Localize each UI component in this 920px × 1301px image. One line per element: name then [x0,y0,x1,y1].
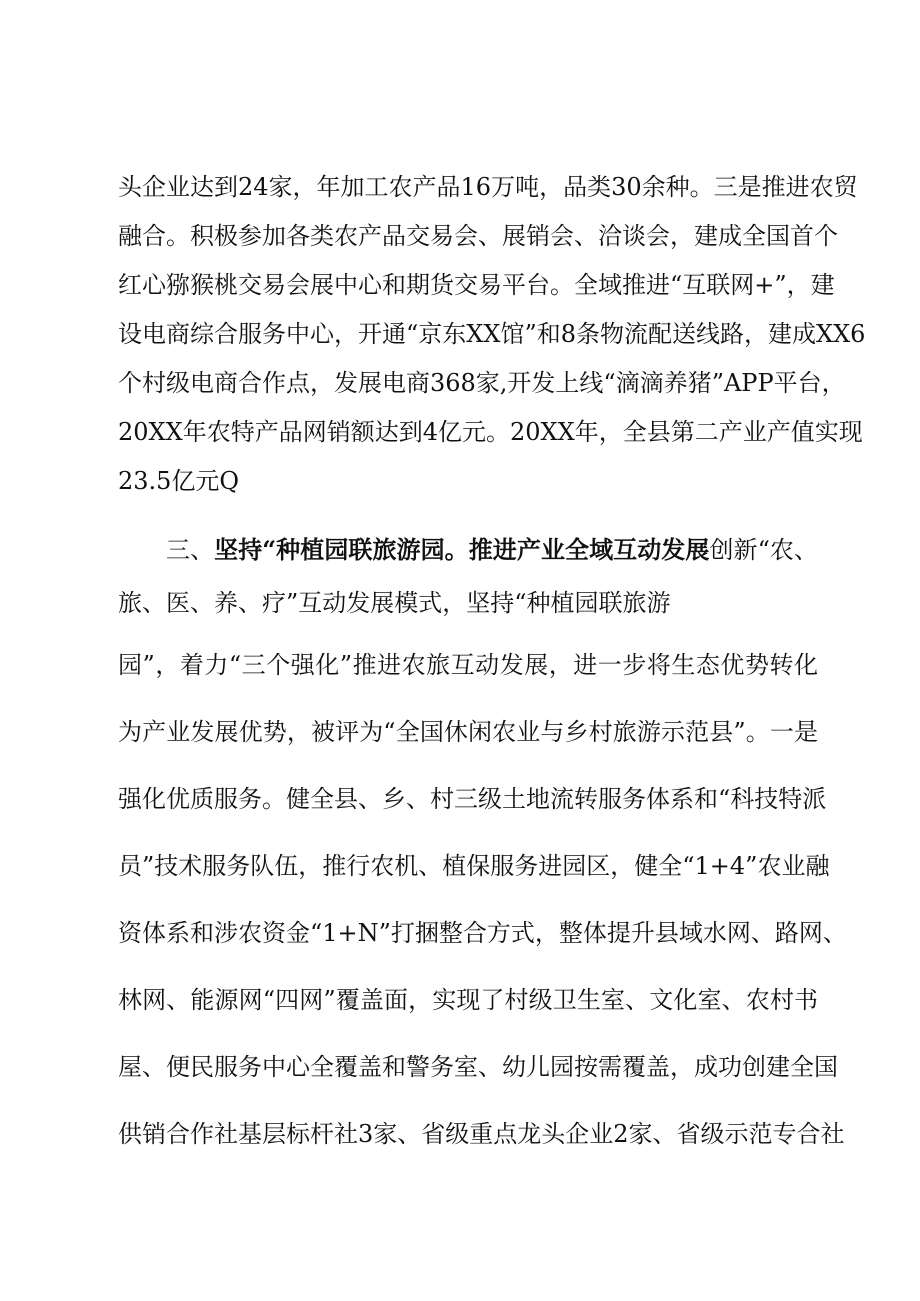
text-line: 头企业达到24家，年加工农产品16万吨，品类30余种。三是推进农贸 [118,173,858,201]
text-line: 红心猕猴桃交易会展中心和期货交易平台。全域推进“互联网+”，建 [118,271,835,299]
text-line: 屋、便民服务中心全覆盖和警务室、幼儿园按需覆盖，成功创建全国 [118,1053,838,1081]
heading-bold-text: 坚持“种植园联旅游园。推进产业全域互动发展 [214,535,710,564]
text-line: 旅、医、养、疗”互动发展模式，坚持“种植园联旅游 [118,589,671,617]
text-line: 供销合作社基层标杆社3家、省级重点龙头企业2家、省级示范专合社 [118,1120,845,1148]
text-line: 为产业发展优势，被评为“全国休闲农业与乡村旅游示范县”。一是 [118,718,818,746]
text-line: 23.5亿元Q [118,467,240,495]
text-line: 20XX年农特产品网销额达到4亿元。20XX年，全县第二产业产值实现 [118,418,863,446]
text-line: 强化优质服务。健全县、乡、村三级土地流转服务体系和“科技特派 [118,785,827,813]
text-line: 园”，着力“三个强化”推进农旅互动发展，进一步将生态优势转化 [118,651,818,679]
text-line: 资体系和涉农资金“1+N”打捆整合方式，整体提升县域水网、路网、 [118,919,847,947]
text-line: 员”技术服务队伍，推行农机、植保服务进园区，健全“1+4”农业融 [118,852,830,880]
text-line: 个村级电商合作点，发展电商368家,开发上线“滴滴养猪”APP平台， [118,369,846,397]
heading-rest-text: 创新“农、 [709,536,819,564]
section-heading-line [166,533,818,567]
text-line: 融合。积极参加各类农产品交易会、展销会、洽谈会，建成全国首个 [118,222,838,250]
heading-prefix: 三、 [166,536,215,564]
text-line: 林网、能源网“四网”覆盖面，实现了村级卫生室、文化室、农村书 [118,986,818,1014]
text-line: 设电商综合服务中心，开通“京东XX馆”和8条物流配送线路，建成XX6 [118,320,866,348]
